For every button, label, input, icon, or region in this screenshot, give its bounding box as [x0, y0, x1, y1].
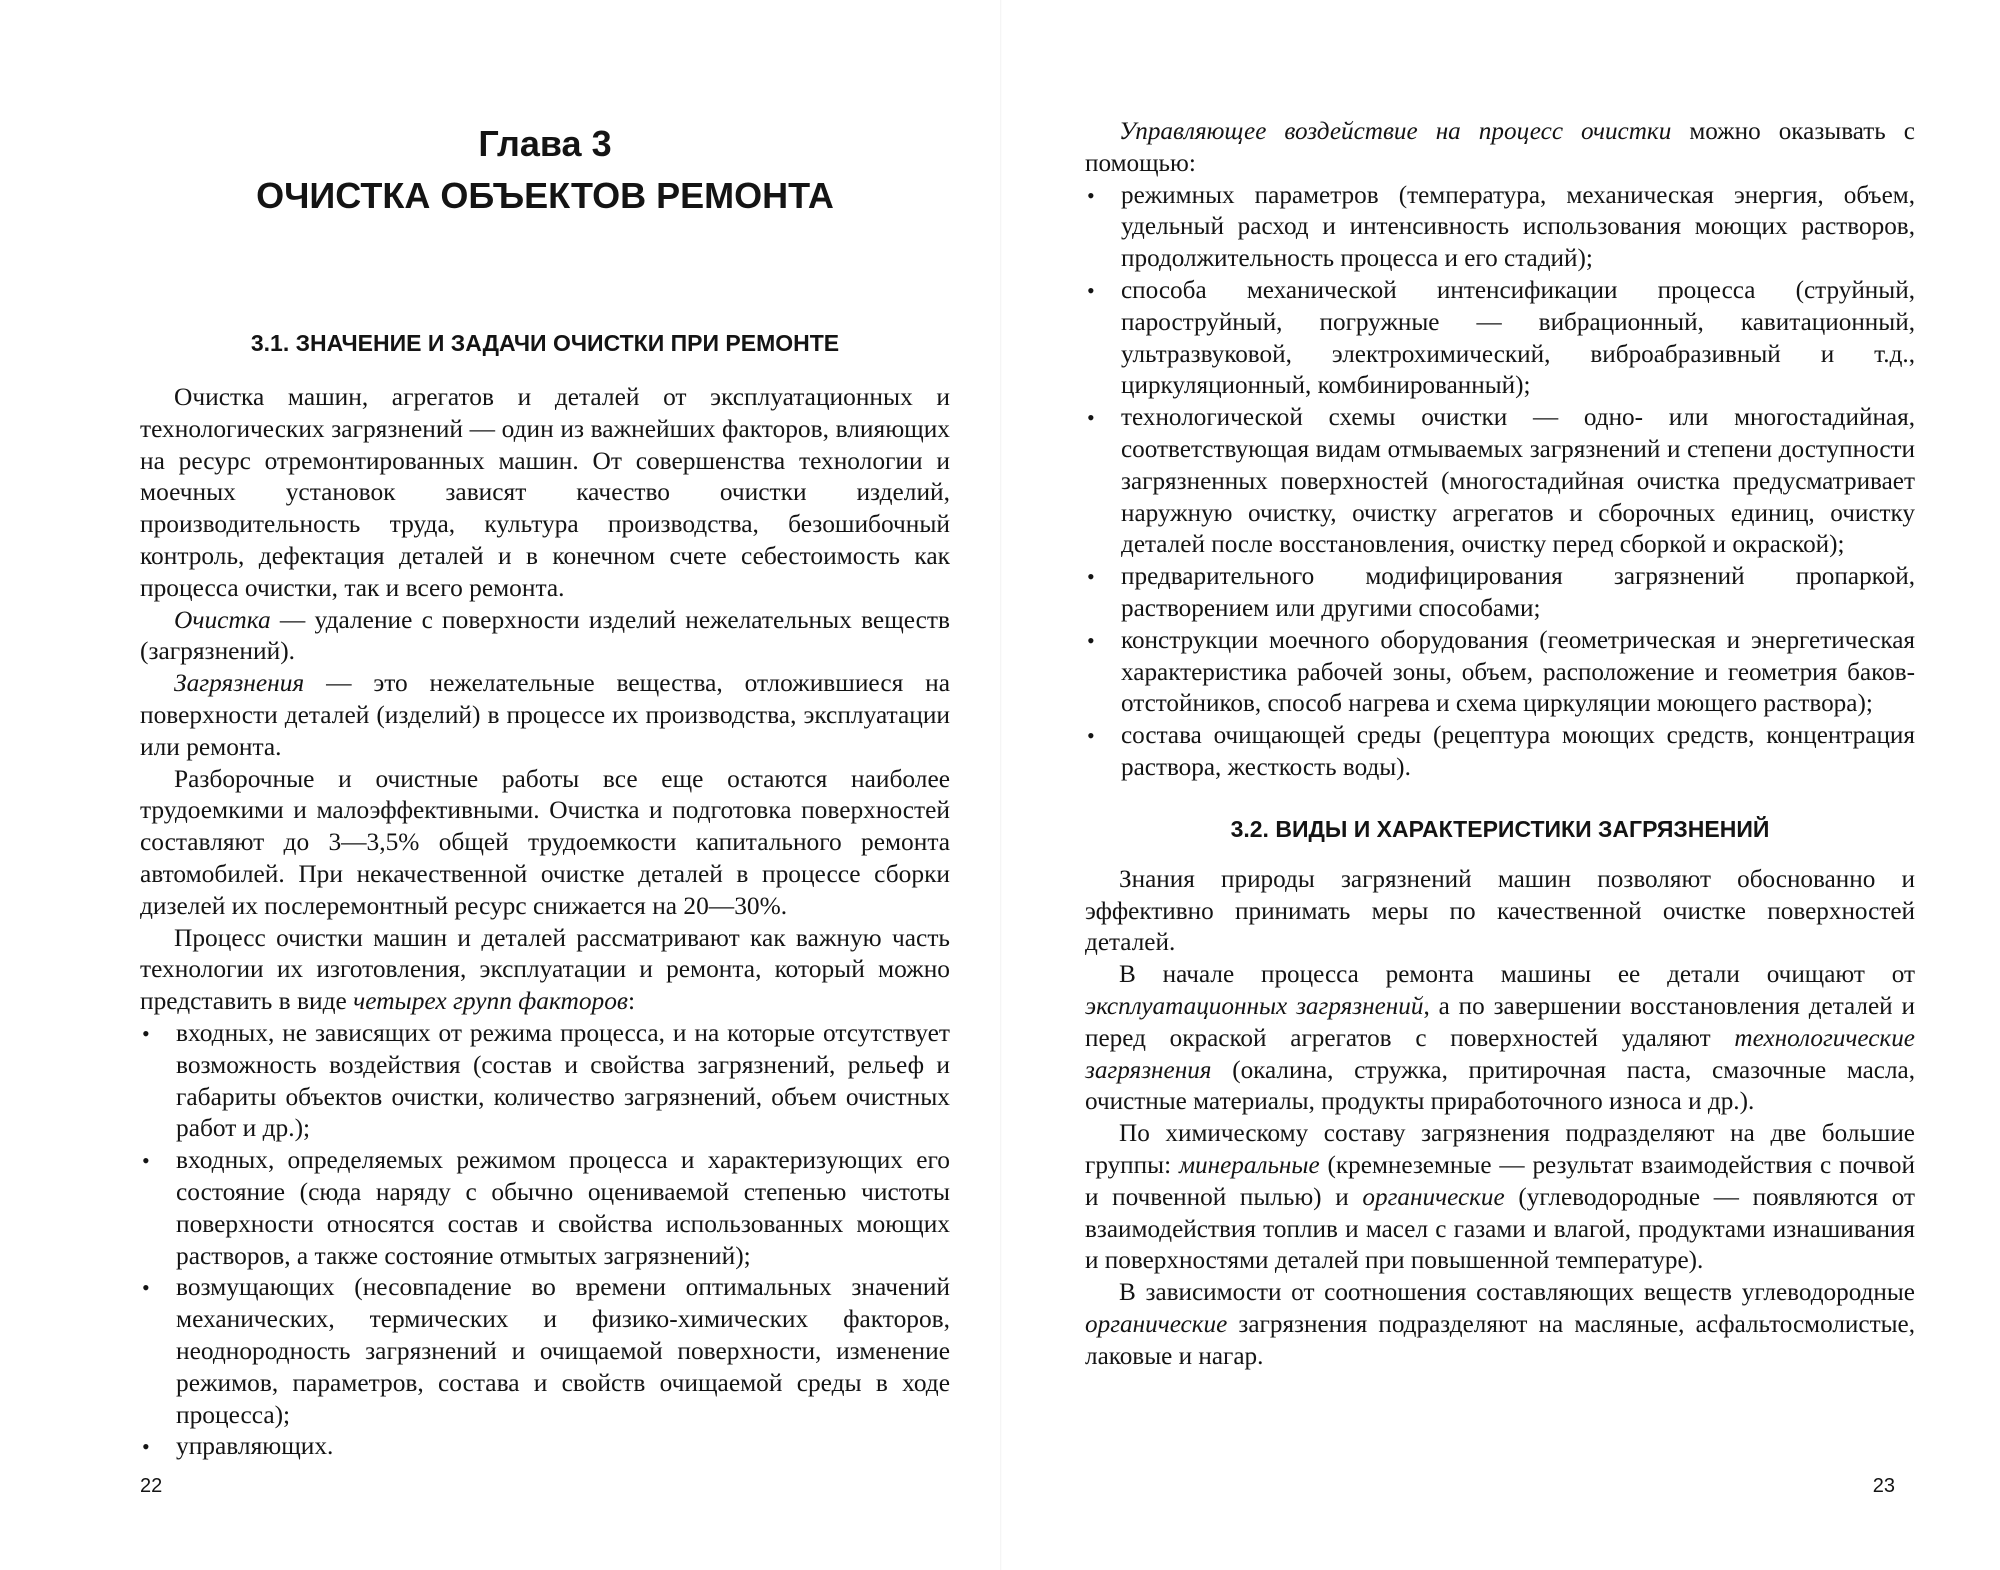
- right-body-text-2: [1085, 864, 1915, 1373]
- paragraph-definition: Загрязнения — это нежелательные вещества, отложившиеся на поверхности деталей (изделий) в процессе их производства, эксплуатации или ремонта.: [140, 669, 950, 761]
- chapter-title: ОЧИСТКА ОБЪЕКТОВ РЕМОНТА: [256, 175, 834, 216]
- right-page: [1085, 0, 1915, 1570]
- paragraph-intro: Управляющее воздействие на процесс очистки можно оказывать с помощью:: [1085, 118, 1915, 177]
- page-number: 22: [140, 1475, 163, 1497]
- paragraph: По химическому составу загрязнения подразделяют на две большие группы: минеральные (кремнеземные — результат взаимодействия с почвой и почвенной пылью) и органические (углеводородные — появляются от взаимодействия топлив и масел с газами и влагой, продуктами изнашивания и поверхностями деталей при повышенной температуре).: [1085, 1120, 1915, 1275]
- paragraph: Очистка машин, агрегатов и деталей от эксплуатационных и технологических загрязнений — один из важнейших факторов, влияющих на ресурс отремонтированных машин. От совершенства технологии и моечных установок зависят качество очистки изделий, производительность труда, культура производства, безошибочный контроль, дефектация деталей и в конечном счете себестоимость как процесса очистки, так и всего ремонта.: [140, 383, 950, 602]
- list-item: • режимных параметров (температура, механическая энергия, объем, удельный расход и интенсивность использования моющих растворов, продолжительность процесса и его стадий);: [1085, 180, 1915, 275]
- section-title-3-1: 3.1. ЗНАЧЕНИЕ И ЗАДАЧИ ОЧИСТКИ ПРИ РЕМОНТЕ: [250, 330, 840, 356]
- paragraph-definition: Очистка — удаление с поверхности изделий нежелательных веществ (загрязнений).: [140, 605, 950, 666]
- left-body-text: [140, 382, 950, 1463]
- emphasis: органические: [1085, 1310, 1228, 1338]
- list-item: • возмущающих (несовпадение во времени оптимальных значений механических, термических и физико-химических факторов, неоднородность загрязнений и очищаемой поверхности, изменение режимов, параметров, состава и свойств очищаемой среды в ходе процесса);: [140, 1272, 950, 1431]
- list-item: • технологической схемы очистки — одно- или многостадийная, соответствующая видам отмываемых загрязнений и степени доступности загрязненных поверхностей (многостадийная очистка предусматривает наружную очистку, очистку агрегатов и сборочных единиц, очистку деталей после восстановления, очистку перед сборкой и окраской);: [1085, 402, 1915, 561]
- list-item: • способа механической интенсификации процесса (струйный, пароструйный, погружные — вибрационный, кавитационный, ультразвуковой, электрохимический, виброабразивный и т.д., циркуляционный, комбинированный);: [1085, 275, 1915, 402]
- chapter-heading: [140, 118, 950, 222]
- emphasis: минеральные: [1178, 1151, 1320, 1179]
- emphasis: технологические загрязнения: [1085, 1024, 1915, 1084]
- term: Загрязнения: [174, 669, 305, 698]
- paragraph: Процесс очистки машин и деталей рассматривают как важную часть технологии их изготовления, эксплуатации и ремонта, который можно представить в виде четырех групп факторов:: [140, 923, 950, 1016]
- chapter-number: Глава 3: [478, 123, 612, 164]
- control-means-list: [1085, 180, 1915, 784]
- left-page: [140, 0, 950, 1570]
- list-item: • состава очищающей среды (рецептура моющих средств, концентрация раствора, жесткость воды).: [1085, 720, 1915, 784]
- emphasis: Управляющее воздействие на процесс очистки: [1119, 118, 1672, 145]
- book-gutter: [1000, 0, 1002, 1570]
- list-item: • входных, не зависящих от режима процесса, и на которые отсутствует возможность воздействия (состав и свойства загрязнений, рельеф и габариты объектов очистки, количество загрязнений, объем очистных работ и др.);: [140, 1018, 950, 1145]
- term: Очистка: [174, 605, 271, 634]
- paragraph: В начале процесса ремонта машины ее детали очищают от эксплуатационных загрязнений, а по завершении восстановления деталей и перед окраской агрегатов с поверхностей удаляют технологические загрязнения (окалина, стружка, притирочная паста, смазочные масла, очистные материалы, продукты приработочного износа и др.).: [1085, 961, 1915, 1116]
- list-item: • управляющих.: [140, 1431, 950, 1463]
- paragraph: Разборочные и очистные работы все еще остаются наиболее трудоемкими и малоэффективными. Очистка и подготовка поверхностей составляют до 3—3,5% общей трудоемкости капитального ремонта автомобилей. При некачественной очистке деталей в процессе сборки дизелей их послеремонтный ресурс снижается на 20—30%.: [140, 764, 950, 920]
- paragraph: Знания природы загрязнений машин позволяют обоснованно и эффективно принимать меры по качественной очистке поверхностей деталей.: [1085, 865, 1915, 957]
- factor-list: [140, 1018, 950, 1463]
- section-title-3-2: 3.2. ВИДЫ И ХАРАКТЕРИСТИКИ ЗАГРЯЗНЕНИЙ: [1230, 815, 1770, 842]
- list-item: • конструкции моечного оборудования (геометрическая и энергетическая характеристика рабочей зоны, объем, расположение и геометрия баков-отстойников, способ нагрева и схема циркуляции моющего раствора);: [1085, 625, 1915, 720]
- emphasis: четырех групп факторов: [353, 987, 628, 1016]
- paragraph: В зависимости от соотношения составляющих веществ углеводородные органические загрязнения подразделяют на масляные, асфальтосмолистые, лаковые и нагар.: [1085, 1279, 1915, 1370]
- emphasis: эксплуатационных загрязнений: [1085, 992, 1424, 1020]
- page-number: 23: [1872, 1475, 1895, 1497]
- emphasis: органические: [1362, 1183, 1505, 1211]
- list-item: • предварительного модифицирования загрязнений пропаркой, растворением или другими способами;: [1085, 561, 1915, 625]
- list-item: • входных, определяемых режимом процесса и характеризующих его состояние (сюда наряду с обычно оцениваемой степенью чистоты поверхности относятся состав и свойства использованных моющих растворов, а также состояние отмытых загрязнений);: [140, 1145, 950, 1272]
- right-body-text: [1085, 116, 1915, 784]
